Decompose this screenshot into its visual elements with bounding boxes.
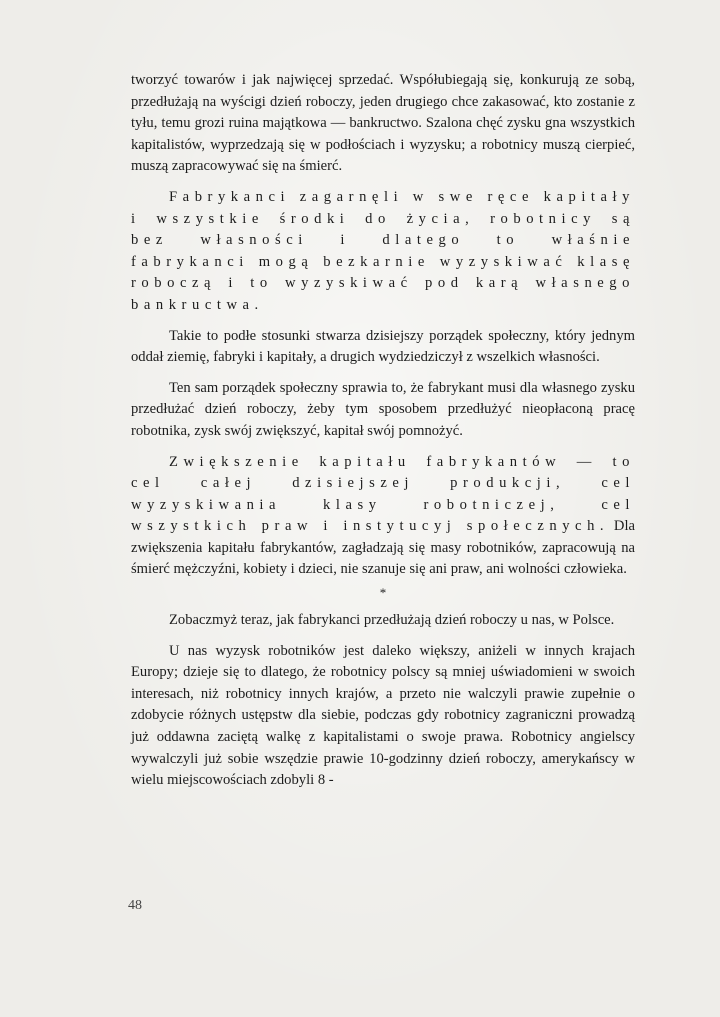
paragraph-5: [131, 452, 635, 582]
paragraph-4: Ten sam porządek społeczny sprawia to, że fabrykant musi dla własnego zysku przedłużać dzień roboczy, żeby tym sposobem przedłużyć nieopłaconą pracę robotnika, zysk swój zwiększyć, kapitał swój pomnożyć.: [131, 379, 635, 439]
paragraph-1: tworzyć towarów i jak najwięcej sprzedać. Współubiegają się, konkurują ze sobą, przedłużają na wyścigi dzień roboczy, jeden drugiego chce zakasować, kto zostanie z tyłu, temu grozi ruina majątkowa — bankructwo. Szalona chęć zysku gna wszystkich kapitalistów, wyprzedzają się w podłościach i wyzysku; a robotnicy muszą cierpieć, muszą zapracowywać się na śmierć.: [131, 72, 635, 175]
text-body: [131, 70, 635, 792]
paragraph-3: Takie to podłe stosunki stwarza dzisiejszy porządek społeczny, który jednym oddał ziemię, fabryki i kapitały, a drugich wydziedziczył z wszelkich własności.: [131, 327, 635, 366]
page-number: 48: [128, 898, 142, 913]
paragraph-2-spaced: Fabrykanci zagarnęli w swe ręce kapitały i wszystkie środki do życia, robotnicy są bez własności i dlatego to właśnie fabrykanci mogą bezkarnie wyzyskiwać klasę roboczą i to wyzyskiwać pod karą własnego bankructwa.: [131, 188, 635, 313]
paragraph-7: U nas wyzysk robotników jest daleko większy, aniżeli w innych krajach Europy; dzieje się to dlatego, że robotnicy polscy są mniej uświadomieni w swoich interesach, niż robotnicy innych krajów, a przeto nie walczyli prawie zupełnie o zdobycie różnych ustępstw dla siebie, podczas gdy robotnicy zagraniczni prowadzą już oddawna zaciętą walkę z kapitalistami o swoje prawa. Robotnicy angielscy wywalczyli już sobie wszędzie prawie 10-godzinny dzień roboczy, amerykańscy w wielu miejscowościach zdobyli 8 -: [131, 642, 635, 789]
paragraph-5-spaced-part: Zwiększenie kapitału fabrykantów — to cel całej dzisiejszej produkcji, cel wyzyskiwania klasy robotniczej, cel wszystkich praw i instytucyj społecznych.: [131, 453, 635, 535]
section-separator: *: [379, 585, 387, 601]
paragraph-5-rest: Dla zwiększenia kapitału fabrykantów, zagładzają się masy robotników, zapracowują na śmierć mężczyźni, kobiety i dzieci, nie szanuje się ani praw, ani wolności człowieka.: [131, 518, 635, 578]
paragraph-6: Zobaczmyż teraz, jak fabrykanci przedłużają dzień roboczy u nas, w Polsce.: [169, 612, 615, 629]
